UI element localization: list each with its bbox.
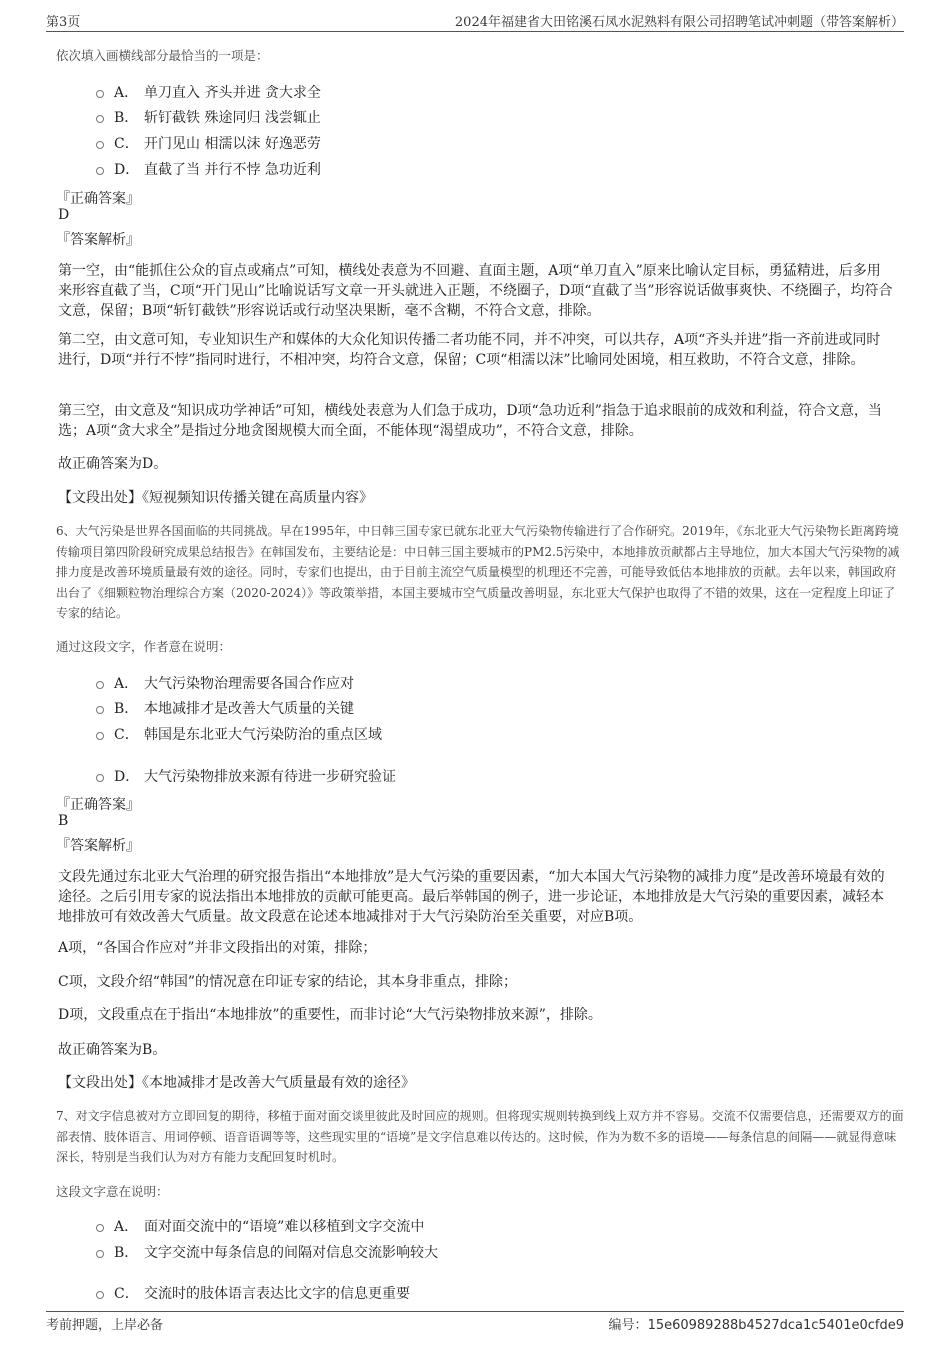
option-text: 开门见山 相濡以沫 好逸恶劳 bbox=[144, 136, 321, 152]
q6-option-a[interactable] bbox=[96, 673, 354, 693]
radio-icon[interactable] bbox=[96, 732, 104, 740]
option-text: 斩钉截铁 殊途同归 浅尝辄止 bbox=[144, 110, 321, 126]
q6-source: 【文段出处】《本地减排才是改善大气质量最有效的途径》 bbox=[58, 1075, 415, 1091]
radio-icon[interactable] bbox=[96, 681, 104, 689]
option-text: 文字交流中每条信息的间隔对信息交流影响较大 bbox=[144, 1245, 438, 1261]
option-text: 大气污染物排放来源有待进一步研究验证 bbox=[144, 769, 396, 785]
q6-analysis-paragraph: D项，文段重点在于指出“本地排放”的重要性，而非讨论“大气污染物排放来源”，排除。 bbox=[58, 1007, 602, 1023]
q6-analysis-label: 『答案解析』 bbox=[56, 838, 140, 854]
q7-option-a[interactable] bbox=[96, 1216, 424, 1236]
q5-option-c[interactable] bbox=[96, 133, 321, 153]
footer-divider bbox=[46, 1311, 904, 1312]
radio-icon[interactable] bbox=[96, 167, 104, 175]
footer-slogan: 考前押题，上岸必备 bbox=[46, 1318, 164, 1333]
q5-option-a[interactable] bbox=[96, 82, 321, 102]
q5-analysis-paragraph: 第三空，由文意及“知识成功学神话”可知，横线处表意为人们急于成功，D项“急功近利”指急于追求眼前的成效和利益，符合文意，当选；A项“贪大求全”是指过分地贪图规模大而全面，不能体现“渴望成功”，不符合文意，排除。 bbox=[58, 403, 882, 439]
q6-option-c[interactable] bbox=[96, 724, 382, 744]
q6-analysis-paragraph: C项，文段介绍“韩国”的情况意在印证专家的结论，其本身非重点，排除； bbox=[58, 974, 518, 990]
option-key: B． bbox=[114, 701, 139, 717]
option-key: C． bbox=[114, 727, 139, 743]
q5-answer-label: 『正确答案』 bbox=[56, 191, 140, 207]
option-text: 面对面交流中的“语境”难以移植到文字交流中 bbox=[144, 1219, 425, 1235]
option-key: D． bbox=[114, 769, 140, 785]
radio-icon[interactable] bbox=[96, 774, 104, 782]
option-key: A． bbox=[114, 85, 139, 101]
option-text: 大气污染物治理需要各国合作应对 bbox=[144, 676, 354, 692]
option-text: 直截了当 并行不悖 急功近利 bbox=[144, 162, 321, 178]
q5-source: 【文段出处】《短视频知识传播关键在高质量内容》 bbox=[58, 490, 373, 506]
option-text: 交流时的肢体语言表达比文字的信息更重要 bbox=[144, 1286, 410, 1302]
option-key: A． bbox=[114, 1219, 139, 1235]
q6-option-d[interactable] bbox=[96, 766, 396, 786]
q6-option-b[interactable] bbox=[96, 698, 354, 718]
q7-option-b[interactable] bbox=[96, 1242, 438, 1262]
option-key: C． bbox=[114, 136, 139, 152]
q5-option-b[interactable] bbox=[96, 107, 321, 127]
document-title: 2024年福建省大田铭溪石凤水泥熟料有限公司招聘笔试冲刺题（带答案解析） bbox=[454, 15, 904, 30]
q5-analysis-paragraph: 第一空，由“能抓住公众的盲点或痛点”可知，横线处表意为不回避、直面主题，A项“单刀直入”原来比喻认定目标，勇猛精进，后多用来形容直截了当，C项“开门见山”比喻说话写文章一开头就进入正题，不绕圈子，D项“直截了当”形容说话做事爽快、不绕圈子，均符合文意，保留；B项“斩钉截铁”形容说话或行动坚决果断，毫不含糊，不符合文意，排除。 bbox=[58, 263, 893, 319]
radio-icon[interactable] bbox=[96, 706, 104, 714]
code-value: 15e60989288b4527dca1c5401e0cfde9 bbox=[647, 1318, 904, 1333]
option-text: 本地减排才是改善大气质量的关键 bbox=[144, 701, 354, 717]
q7-prompt: 这段文字意在说明： bbox=[56, 1184, 169, 1199]
q5-analysis-label: 『答案解析』 bbox=[56, 232, 140, 248]
q5-answer: D bbox=[58, 207, 70, 223]
option-key: B． bbox=[114, 1245, 139, 1261]
q6-answer-label: 『正确答案』 bbox=[56, 797, 140, 813]
q5-prompt: 依次填入画横线部分最恰当的一项是： bbox=[56, 48, 269, 63]
radio-icon[interactable] bbox=[96, 141, 104, 149]
q6-prompt: 通过这段文字，作者意在说明： bbox=[56, 639, 232, 654]
page-header bbox=[0, 0, 950, 34]
option-key: D． bbox=[114, 162, 140, 178]
page-footer bbox=[0, 1310, 950, 1345]
radio-icon[interactable] bbox=[96, 115, 104, 123]
q5-analysis-paragraph: 第二空，由文意可知，专业知识生产和媒体的大众化知识传播二者功能不同，并不冲突，可以共存，A项“齐头并进”指一齐前进或同时进行，D项“并行不悖”指同时进行，不相冲突，均符合文意，保留；C项“相濡以沫”比喻同处困境，相互救助，不符合文意，排除。 bbox=[58, 332, 881, 368]
option-key: C． bbox=[114, 1286, 139, 1302]
document-code bbox=[609, 1314, 904, 1333]
radio-icon[interactable] bbox=[96, 90, 104, 98]
option-key: A． bbox=[114, 676, 139, 692]
q7-option-c[interactable] bbox=[96, 1283, 410, 1303]
code-label: 编号： bbox=[608, 1318, 648, 1333]
q6-conclusion: 故正确答案为B。 bbox=[58, 1042, 167, 1058]
option-key: B． bbox=[114, 110, 139, 126]
radio-icon[interactable] bbox=[96, 1291, 104, 1299]
q5-conclusion: 故正确答案为D。 bbox=[58, 456, 168, 472]
q7-stem: 7、对文字信息被对方立即回复的期待，移植于面对面交谈里彼此及时回应的规则。但将现实规则转换到线上双方并不容易。交流不仅需要信息，还需要双方的面部表情、肢体语言、用词停顿、语音语调等等，这些现实里的“语境”是文字信息难以传达的。这时候，作为为数不多的语境——每条信息的间隔——就显得意味深长，特别是当我们认为对方有能力支配回复时机时。 bbox=[56, 1109, 904, 1164]
radio-icon[interactable] bbox=[96, 1224, 104, 1232]
q6-analysis-paragraph: A项，“各国合作应对”并非文段指出的对策，排除； bbox=[58, 940, 377, 956]
q5-option-d[interactable] bbox=[96, 159, 321, 179]
option-text: 单刀直入 齐头并进 贪大求全 bbox=[144, 85, 321, 101]
q6-stem: 6、大气污染是世界各国面临的共同挑战。早在1995年，中日韩三国专家已就东北亚大气污染物传输进行了合作研究。2019年，《东北亚大气污染物长距离跨境传输项目第四阶段研究成果总结报告》在韩国发布，主要结论是：中日韩三国主要城市的PM2.5污染中，本地排放贡献都占主导地位，加大本国大气污染物的减排力度是改善环境质量最有效的途径。同时，专家们也提出，由于目前主流空气质量模型的机理还不完善，可能导致低估本地排放的贡献。去年以来，韩国政府出台了《细颗粒物治理综合方案（2020-2024）》等政策举措，本国主要城市空气质量改善明显，东北亚大气保护也取得了不错的效果，这在一定程度上印证了专家的结论。 bbox=[56, 524, 900, 620]
header-divider bbox=[46, 31, 904, 32]
radio-icon[interactable] bbox=[96, 1250, 104, 1258]
q6-answer: B bbox=[58, 813, 69, 829]
q6-analysis-paragraph: 文段先通过东北亚大气治理的研究报告指出“本地排放”是大气污染的重要因素，“加大本国大气污染物的减排力度”是改善环境最有效的途径。之后引用专家的说法指出本地排放的贡献可能更高。最后举韩国的例子，进一步论证，本地排放是大气污染的重要因素，减轻本地排放可有效改善大气质量。故文段意在论述本地减排对于大气污染防治至关重要，对应B项。 bbox=[58, 869, 885, 925]
page-number: 第3页 bbox=[46, 15, 81, 30]
option-text: 韩国是东北亚大气污染防治的重点区域 bbox=[144, 727, 382, 743]
